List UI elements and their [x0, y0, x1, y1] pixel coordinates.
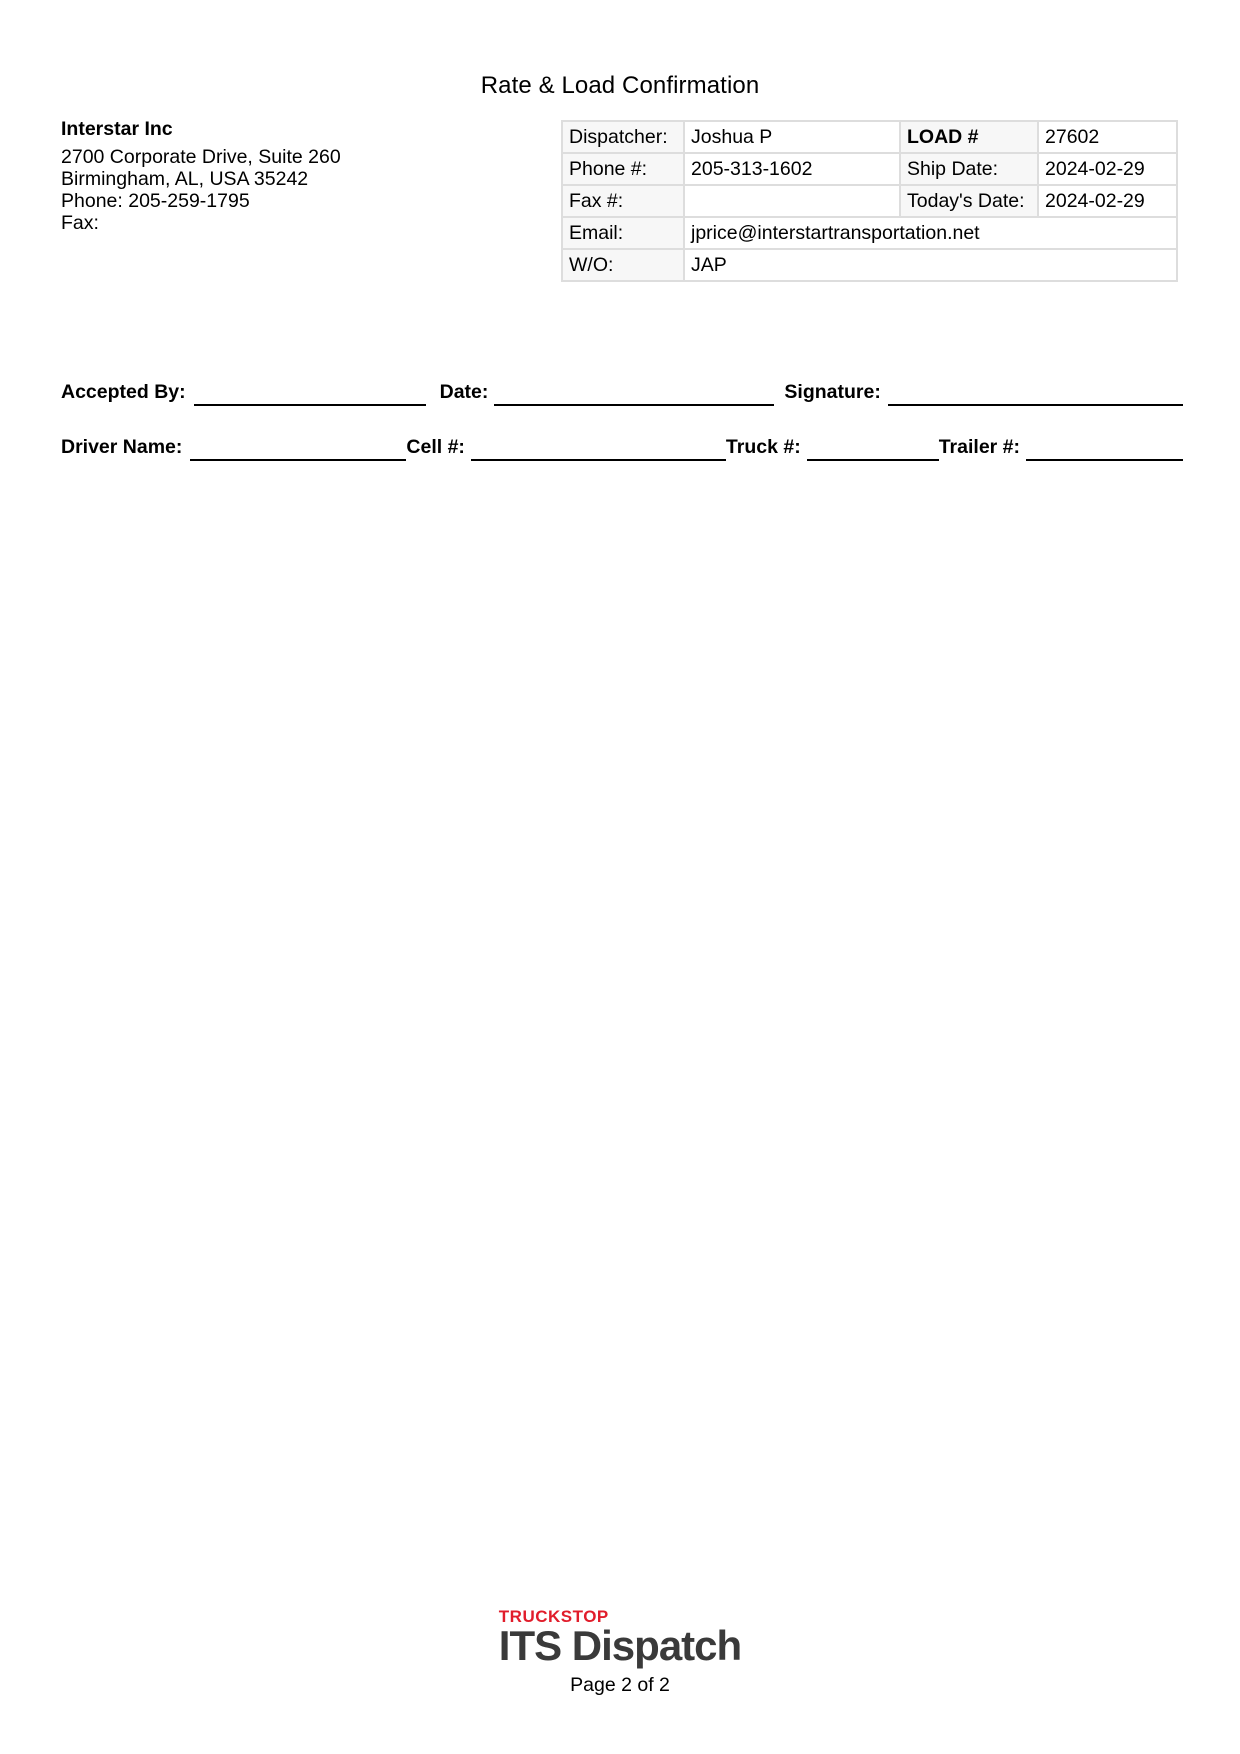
- todays-date-label: Today's Date:: [900, 185, 1038, 217]
- wo-value: JAP: [684, 249, 1177, 281]
- company-address-line2: Birmingham, AL, USA 35242: [61, 168, 309, 190]
- dispatcher-value: Joshua P: [684, 121, 900, 153]
- load-info-table: [561, 120, 1178, 282]
- trailer-label: Trailer #:: [938, 436, 1021, 458]
- accepted-by-line[interactable]: [194, 380, 426, 406]
- driver-row: [61, 435, 1183, 461]
- page-title: Rate & Load Confirmation: [480, 72, 760, 99]
- phone-label: Phone #:: [562, 153, 684, 185]
- phone-value: 205-313-1602: [684, 153, 900, 185]
- table-row: [562, 121, 1177, 153]
- fax-label: Fax #:: [562, 185, 684, 217]
- table-row: [562, 217, 1177, 249]
- company-fax: Fax:: [61, 212, 99, 234]
- signature-line[interactable]: [888, 380, 1183, 406]
- date-line[interactable]: [494, 380, 774, 406]
- logo-its-dispatch-text: ITS Dispatch: [498, 1622, 742, 1669]
- page-number: Page 2 of 2: [570, 1674, 670, 1696]
- its-dispatch-logo: [499, 1608, 741, 1667]
- footer-logo: [0, 1608, 1240, 1667]
- cell-label: Cell #:: [406, 436, 465, 458]
- todays-date-value: 2024-02-29: [1038, 185, 1177, 217]
- accepted-by-label: Accepted By:: [61, 381, 186, 403]
- table-row: [562, 249, 1177, 281]
- ship-date-value: 2024-02-29: [1038, 153, 1177, 185]
- trailer-line[interactable]: [1026, 435, 1183, 461]
- dispatcher-label: Dispatcher:: [562, 121, 684, 153]
- wo-label: W/O:: [562, 249, 684, 281]
- company-block: [61, 118, 341, 234]
- company-name: Interstar Inc: [61, 118, 173, 140]
- table-row: [562, 153, 1177, 185]
- truck-line[interactable]: [807, 435, 939, 461]
- load-number-value: 27602: [1038, 121, 1177, 153]
- company-address-line1: 2700 Corporate Drive, Suite 260: [61, 146, 341, 168]
- driver-name-label: Driver Name:: [61, 436, 183, 458]
- truck-label: Truck #:: [725, 436, 801, 458]
- ship-date-label: Ship Date:: [900, 153, 1038, 185]
- company-phone: Phone: 205-259-1795: [61, 190, 250, 212]
- email-label: Email:: [562, 217, 684, 249]
- driver-name-line[interactable]: [190, 435, 406, 461]
- email-value: jprice@interstartransportation.net: [684, 217, 1177, 249]
- fax-value: [684, 185, 900, 217]
- date-label: Date:: [439, 381, 489, 403]
- cell-line[interactable]: [471, 435, 726, 461]
- logo-truckstop-text: TRUCKSTOP: [498, 1607, 609, 1626]
- signature-label: Signature:: [784, 381, 881, 403]
- load-number-label: LOAD #: [900, 121, 1038, 153]
- acceptance-row: [61, 380, 1183, 406]
- table-row: [562, 185, 1177, 217]
